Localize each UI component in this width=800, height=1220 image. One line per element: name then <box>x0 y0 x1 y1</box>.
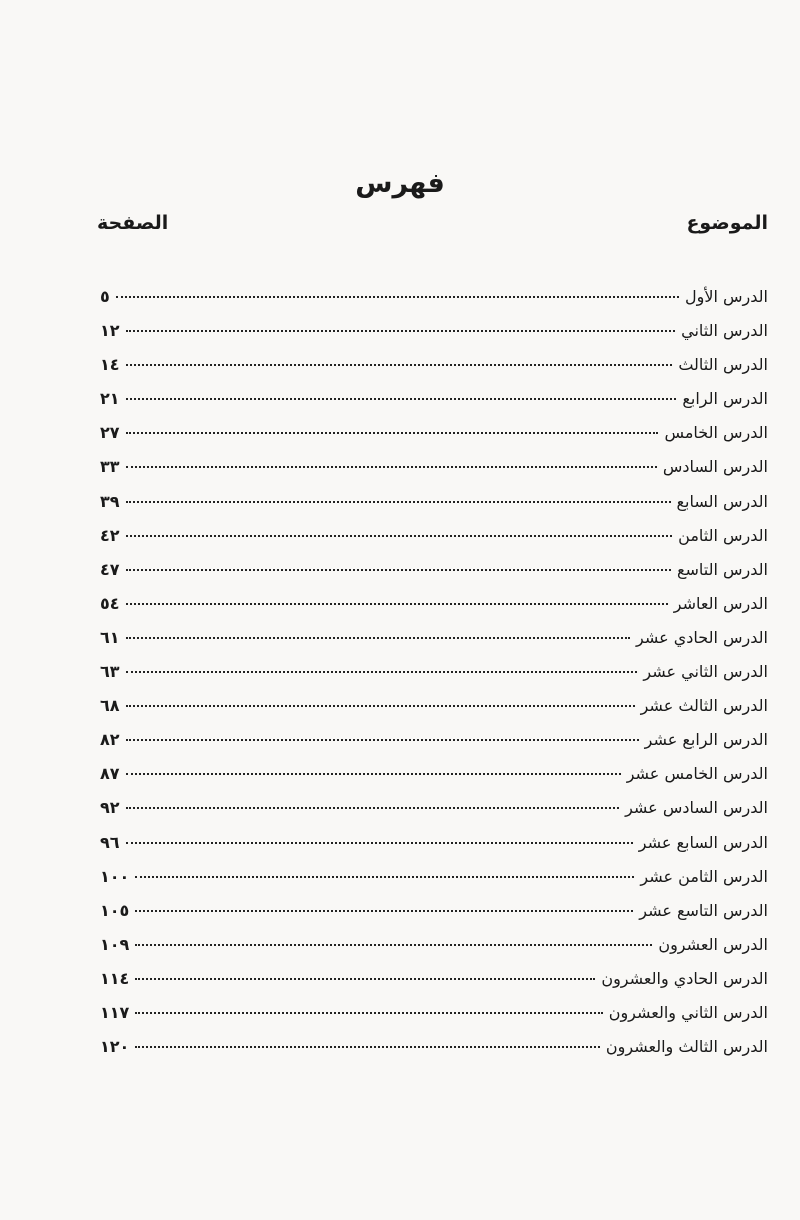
toc-entry <box>100 287 768 321</box>
toc-entry-page-number: ٢٧ <box>100 423 120 443</box>
toc-entry-page-number: ٩٢ <box>100 798 120 818</box>
table-of-contents <box>100 287 768 1071</box>
toc-entry-page-number: ١١٧ <box>100 1002 130 1022</box>
toc-entry-page-number: ١٠٩ <box>100 934 130 954</box>
toc-entry-label: الدرس الخامس <box>664 423 768 443</box>
dot-leader <box>135 1012 602 1014</box>
toc-entry <box>100 901 768 935</box>
toc-entry-label: الدرس الثالث <box>678 355 768 375</box>
toc-entry <box>100 696 768 730</box>
dot-leader <box>126 842 633 844</box>
toc-entry-page-number: ٦٣ <box>100 662 120 682</box>
toc-entry <box>100 730 768 764</box>
toc-entry-label: الدرس التاسع <box>676 559 768 579</box>
toc-entry-label: الدرس السادس عشر <box>625 798 768 818</box>
toc-entry <box>100 560 768 594</box>
dot-leader <box>126 807 620 809</box>
dot-leader <box>126 739 639 741</box>
toc-entry <box>100 526 768 560</box>
toc-entry-page-number: ٢١ <box>100 389 120 409</box>
toc-entry <box>100 1003 768 1037</box>
toc-entry-page-number: ٨٢ <box>100 730 120 750</box>
dot-leader <box>126 364 673 366</box>
toc-entry-label: الدرس السابع <box>676 491 768 511</box>
dot-leader <box>126 671 638 673</box>
toc-entry-page-number: ١٢٠ <box>100 1037 130 1057</box>
toc-entry <box>100 662 768 696</box>
toc-entry-page-number: ١٢ <box>100 321 120 341</box>
dot-leader <box>135 978 595 980</box>
dot-leader <box>126 501 671 503</box>
toc-entry-label: الدرس الثامن <box>678 525 768 545</box>
toc-entry-label: الدرس الحادي والعشرون <box>601 968 768 988</box>
toc-entry-label: الدرس الأول <box>685 287 768 306</box>
dot-leader <box>126 330 676 332</box>
dot-leader <box>116 296 679 298</box>
toc-entry-label: الدرس العشرون <box>658 934 768 954</box>
toc-entry-label: الدرس التاسع عشر <box>639 900 768 920</box>
page-title: فهرس <box>355 168 445 199</box>
toc-entry-label: الدرس السابع عشر <box>638 832 768 852</box>
toc-entry-label: الدرس الثاني عشر <box>643 662 768 682</box>
page-column-header: الصفحة <box>97 212 169 234</box>
dot-leader <box>126 398 677 400</box>
dot-leader <box>126 637 631 639</box>
toc-entry <box>100 492 768 526</box>
toc-entry <box>100 389 768 423</box>
toc-entry-label: الدرس السادس <box>662 457 768 477</box>
toc-entry <box>100 867 768 901</box>
toc-entry-label: الدرس الخامس عشر <box>626 764 768 784</box>
toc-entry-label: الدرس الثالث عشر <box>640 696 768 716</box>
dot-leader <box>135 944 652 946</box>
toc-entry-page-number: ١١٤ <box>100 968 130 988</box>
toc-entry-page-number: ٦١ <box>100 627 120 647</box>
toc-entry-page-number: ١٠٥ <box>100 900 130 920</box>
toc-entry-label: الدرس الحادي عشر <box>636 627 768 647</box>
dot-leader <box>126 705 635 707</box>
toc-entry-page-number: ١٤ <box>100 355 120 375</box>
toc-entry <box>100 423 768 457</box>
dot-leader <box>126 535 673 537</box>
toc-entry-label: الدرس الثامن عشر <box>640 866 768 886</box>
subject-column-header: الموضوع <box>686 212 768 234</box>
toc-entry-label: الدرس الرابع <box>682 389 768 409</box>
toc-entry <box>100 798 768 832</box>
toc-entry-label: الدرس العاشر <box>673 593 768 613</box>
toc-entry-page-number: ٥٤ <box>100 593 120 613</box>
toc-entry-page-number: ٤٧ <box>100 559 120 579</box>
toc-entry-label: الدرس الرابع عشر <box>644 730 768 750</box>
toc-entry <box>100 764 768 798</box>
dot-leader <box>126 603 668 605</box>
toc-entry <box>100 969 768 1003</box>
toc-entry-label: الدرس الثاني <box>681 321 768 341</box>
toc-entry-page-number: ٤٢ <box>100 525 120 545</box>
toc-entry-page-number: ٨٧ <box>100 764 120 784</box>
dot-leader <box>135 876 634 878</box>
toc-entry <box>100 935 768 969</box>
dot-leader <box>126 432 659 434</box>
toc-entry-page-number: ٩٦ <box>100 832 120 852</box>
toc-entry-label: الدرس الثاني والعشرون <box>608 1002 768 1022</box>
toc-entry <box>100 594 768 628</box>
dot-leader <box>135 1046 600 1048</box>
toc-entry <box>100 1037 768 1071</box>
toc-entry-page-number: ٣٣ <box>100 457 120 477</box>
toc-entry <box>100 457 768 491</box>
toc-entry-label: الدرس الثالث والعشرون <box>605 1037 768 1057</box>
dot-leader <box>126 569 671 571</box>
toc-entry <box>100 628 768 662</box>
dot-leader <box>126 773 621 775</box>
toc-entry-page-number: ٣٩ <box>100 491 120 511</box>
toc-entry <box>100 355 768 389</box>
toc-entry <box>100 321 768 355</box>
dot-leader <box>126 466 657 468</box>
toc-entry-page-number: ٦٨ <box>100 696 120 716</box>
toc-entry-page-number: ٥ <box>100 287 110 306</box>
dot-leader <box>135 910 633 912</box>
toc-entry <box>100 833 768 867</box>
toc-entry-page-number: ١٠٠ <box>100 866 130 886</box>
